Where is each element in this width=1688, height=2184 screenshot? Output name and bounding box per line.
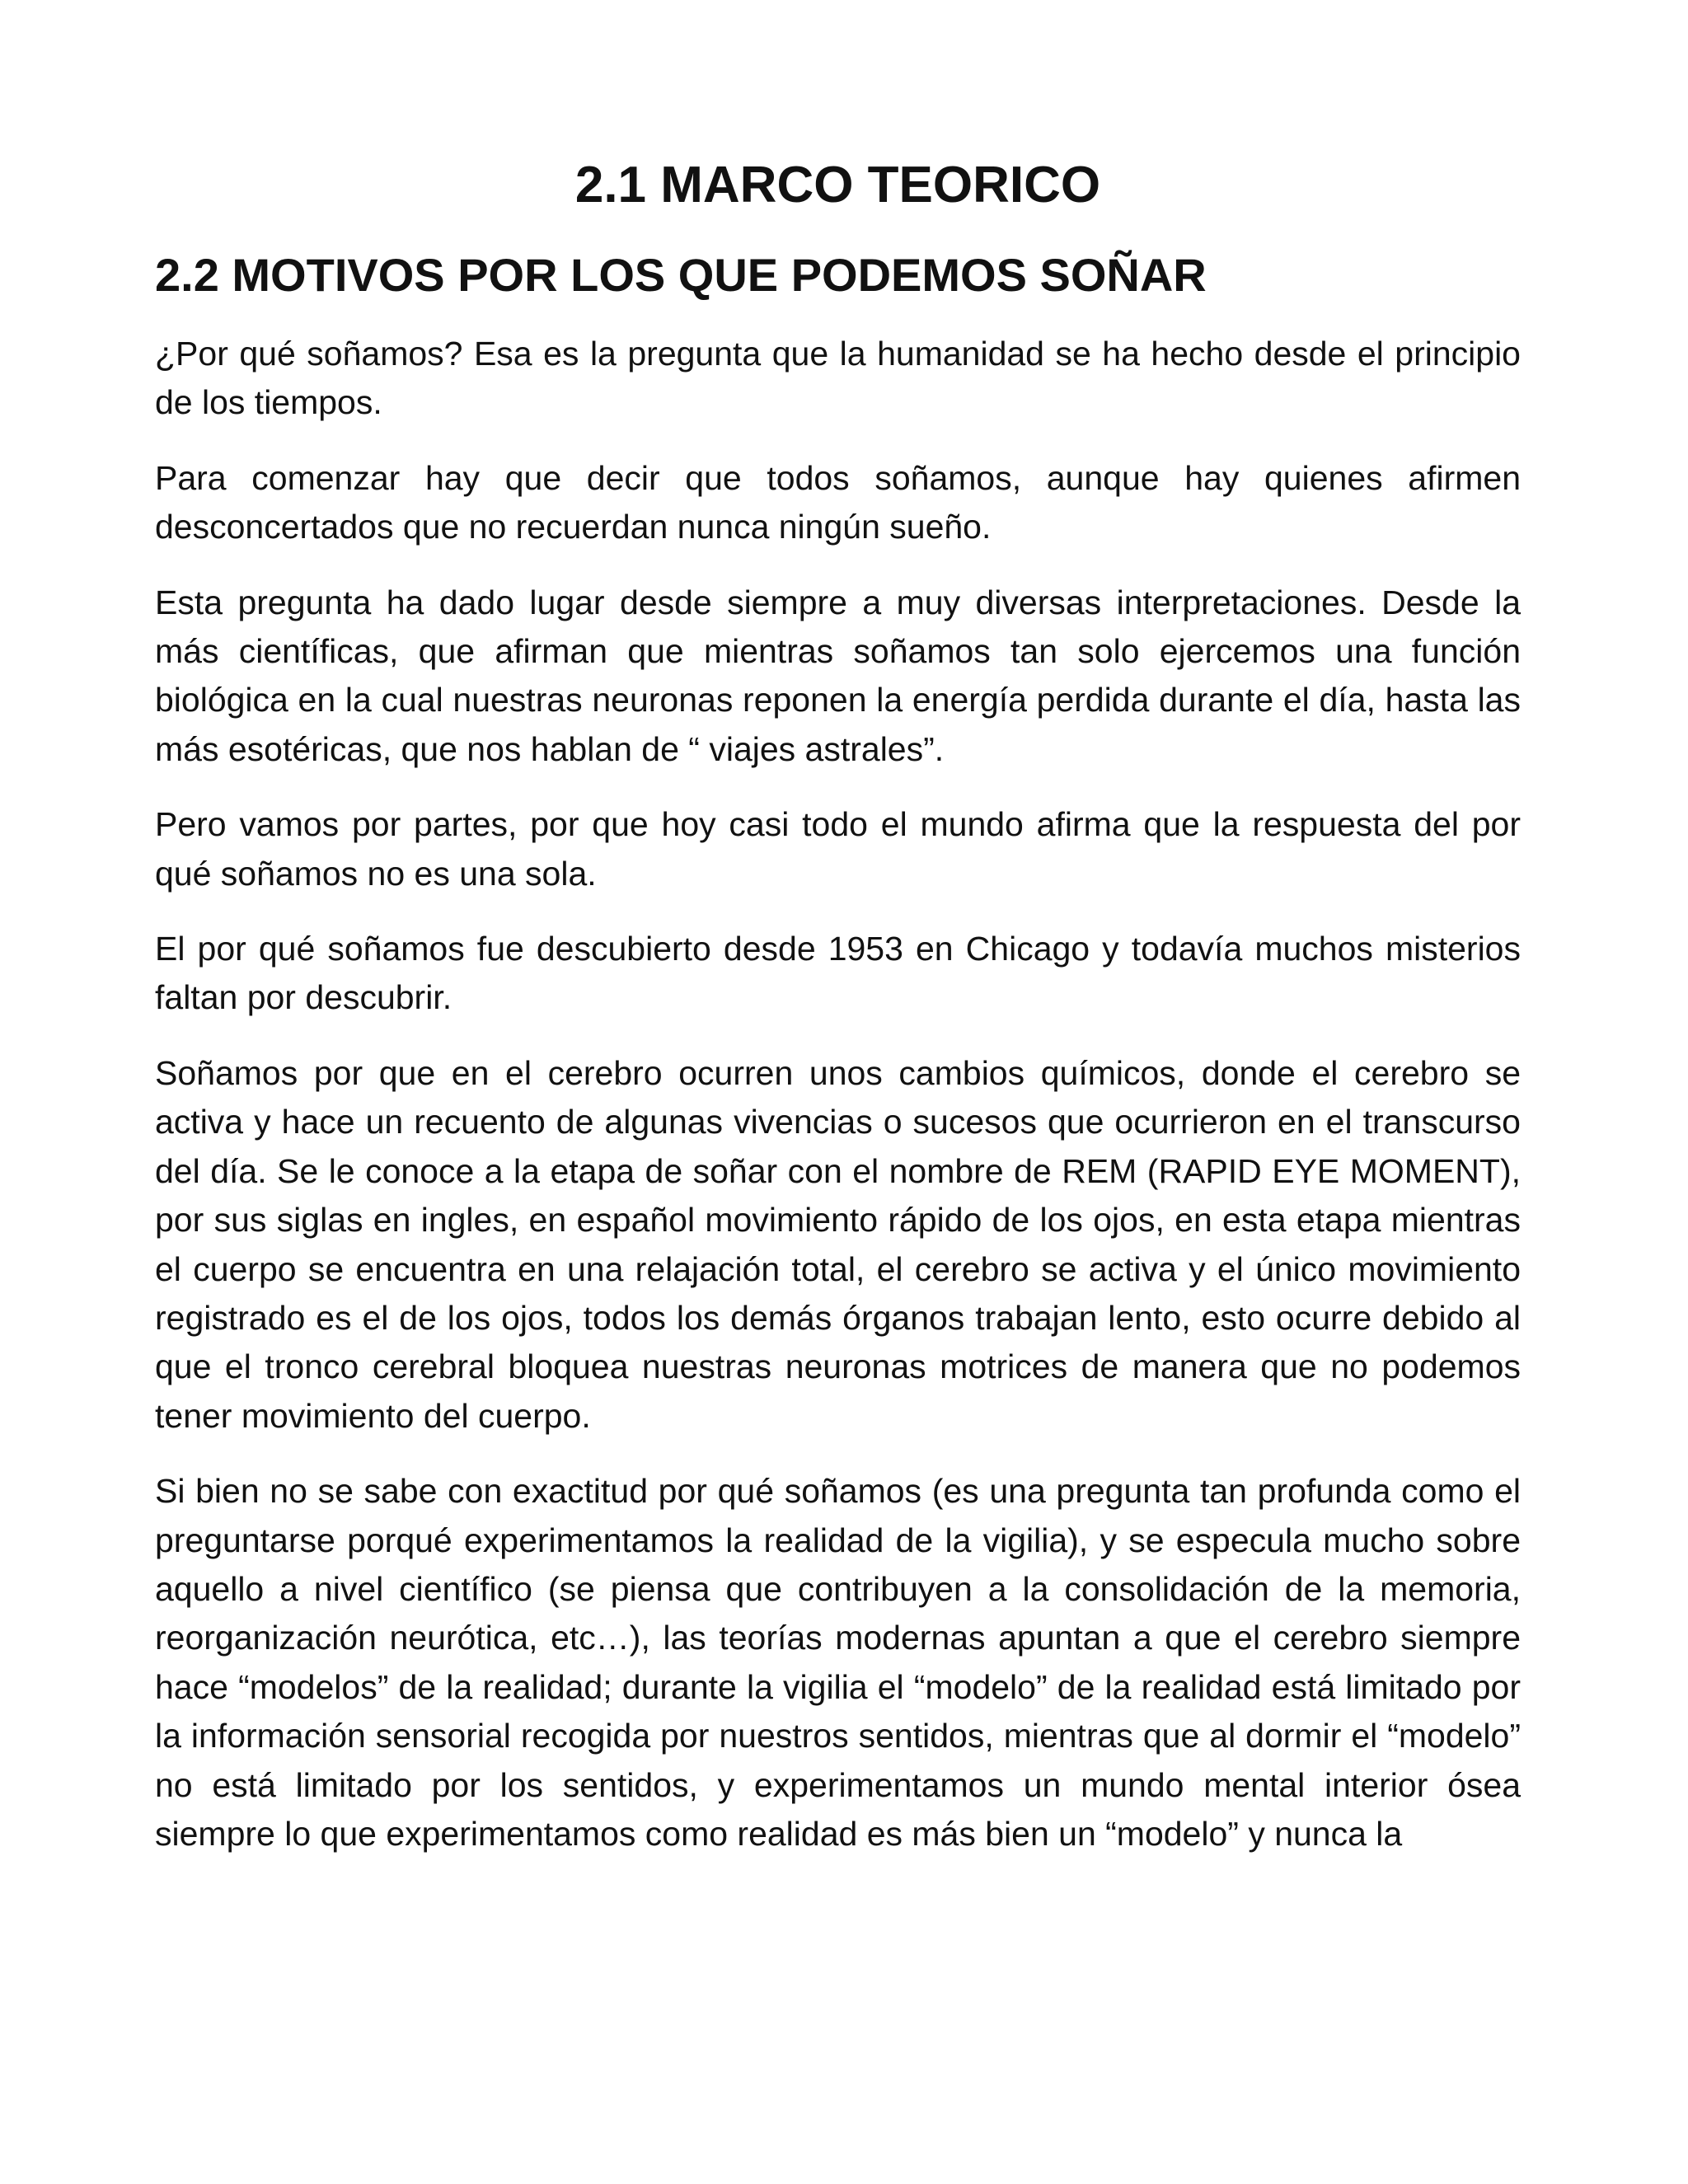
page-content [155, 148, 1521, 1858]
paragraph-7: Si bien no se sabe con exactitud por qué soñamos (es una pregunta tan profunda como el preguntarse porqué experimentamos la realidad de la vigilia), y se especula mucho sobre aquello a nivel científico (se piensa que contribuyen a la consolidación de la memoria, reorganización neurótica, etc…), las teorías modernas apuntan a que el cerebro siempre hace “modelos” de la realidad; durante la vigilia el “modelo” de la realidad está limitado por la información sensorial recogida por nuestros sentidos, mientras que al dormir el “modelo” no está limitado por los sentidos, y experimentamos un mundo mental interior ósea siempre lo que experimentamos como realidad es más bien un “modelo” y nunca la [155, 1472, 1521, 1853]
paragraph-6: Soñamos por que en el cerebro ocurren unos cambios químicos, donde el cerebro se activa y hace un recuento de algunas vivencias o sucesos que ocurrieron en el transcurso del día. Se le conoce a la etapa de soñar con el nombre de REM (RAPID EYE MOMENT), por sus siglas en ingles, en español movimiento rápido de los ojos, en esta etapa mientras el cuerpo se encuentra en una relajación total, el cerebro se activa y el único movimiento registrado es el de los ojos, todos los demás órganos trabajan lento, esto ocurre debido al que el tronco cerebral bloquea nuestras neuronas motrices de manera que no podemos tener movimiento del cuerpo. [155, 1053, 1521, 1435]
paragraph-5: El por qué soñamos fue descubierto desde 1953 en Chicago y todavía muchos misterios faltan por descubrir. [155, 930, 1521, 1017]
section-heading: 2.2 MOTIVOS POR LOS QUE PODEMOS SOÑAR [155, 249, 1207, 301]
paragraph-2: Para comenzar hay que decir que todos soñamos, aunque hay quienes afirmen desconcertados que no recuerdan nunca ningún sueño. [155, 458, 1521, 546]
page-title: 2.1 MARCO TEORICO [574, 157, 1101, 213]
paragraph-4: Pero vamos por partes, por que hoy casi todo el mundo afirma que la respuesta del por qué soñamos no es una sola. [155, 805, 1521, 893]
paragraph-1: ¿Por qué soñamos? Esa es la pregunta que la humanidad se ha hecho desde el principio de los tiempos. [155, 335, 1521, 422]
paragraph-3: Esta pregunta ha dado lugar desde siempre a muy diversas interpretaciones. Desde la más científicas, que afirman que mientras soñamos tan solo ejercemos una función biológica en la cual nuestras neuronas reponen la energía perdida durante el día, hasta las más esotéricas, que nos hablan de “ viajes astrales”. [155, 583, 1521, 768]
